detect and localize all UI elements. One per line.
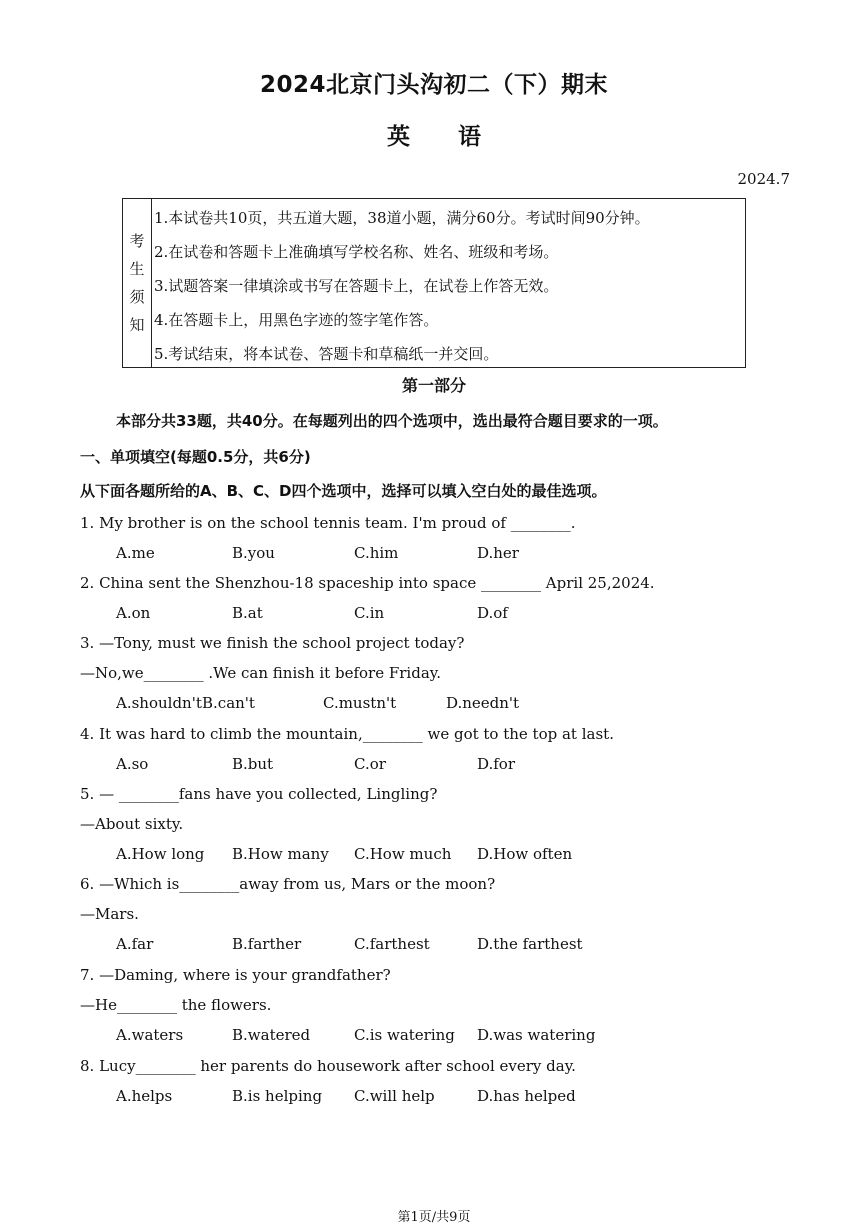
section-title: 一、单项填空(每题0.5分，共6分) (80, 448, 311, 466)
option-a: A.helps (116, 1087, 173, 1105)
option-c: C.will help (354, 1087, 435, 1105)
option-row (80, 1081, 800, 1111)
option-c: C.or (354, 755, 386, 773)
option-row (80, 598, 800, 628)
option-c: C.farthest (354, 935, 430, 953)
question-text: 4. It was hard to climb the mountain,________ we got to the top at last. (80, 725, 614, 743)
option-d: D.needn't (446, 694, 520, 712)
option-b: B.farther (232, 935, 302, 953)
option-b: B.you (232, 544, 275, 562)
question (80, 568, 800, 628)
option-d: D.the farthest (477, 935, 583, 953)
answer-line: —He________ the flowers. (80, 996, 272, 1014)
option-b: B.is helping (232, 1087, 323, 1105)
question (80, 1051, 800, 1111)
option-d: D.of (477, 604, 508, 622)
option-a: A.on (116, 604, 151, 622)
option-a: A.so (116, 755, 149, 773)
option-a: A.waters (116, 1026, 184, 1044)
option-d: D.How often (477, 845, 573, 863)
exam-subject: 英 语 (386, 124, 481, 150)
answer-line: —Mars. (80, 905, 139, 923)
notice-item: 3.试题答案一律填涂或书写在答题卡上，在试卷上作答无效。 (154, 277, 559, 295)
option-d: D.her (477, 544, 519, 562)
option-b: B.at (232, 604, 263, 622)
notice-item: 1.本试卷共10页，共五道大题，38道小题，满分60分。考试时间90分钟。 (154, 209, 650, 227)
exam-title: 2024北京门头沟初二（下）期末 (259, 72, 608, 98)
option-a: A.me (116, 544, 155, 562)
option-row (80, 538, 800, 568)
option-c: C.mustn't (323, 694, 397, 712)
option-row (80, 749, 800, 779)
question-text: 3. —Tony, must we finish the school project today? (80, 634, 465, 652)
option-row (80, 839, 800, 869)
option-a: A.far (116, 935, 154, 953)
option-d: D.for (477, 755, 516, 773)
notice-item: 5.考试结束，将本试卷、答题卡和草稿纸一并交回。 (154, 345, 499, 363)
notice-side-label (123, 199, 152, 367)
option-row (80, 1020, 800, 1050)
section-instruction: 从下面各题所给的A、B、C、D四个选项中，选择可以填入空白处的最佳选项。 (80, 482, 607, 500)
option-row (80, 688, 800, 718)
option-c: C.is watering (354, 1026, 455, 1044)
part-title: 第一部分 (401, 376, 466, 395)
question (80, 869, 800, 959)
option-a: A.shouldn't (116, 694, 202, 712)
option-d: D.was watering (477, 1026, 596, 1044)
notice-side-char: 生 (129, 260, 145, 278)
option-c: C.in (354, 604, 385, 622)
question-text: 6. —Which is________away from us, Mars or the moon? (80, 875, 496, 893)
notice-side-char: 知 (129, 316, 145, 334)
option-b: B.can't (202, 694, 255, 712)
option-b: B.How many (232, 845, 329, 863)
question (80, 960, 800, 1050)
part-intro: 本部分共33题，共40分。在每题列出的四个选项中，选出最符合题目要求的一项。 (116, 412, 668, 430)
notice-list (152, 199, 745, 367)
option-c: C.him (354, 544, 399, 562)
answer-line: —No,we________ .We can finish it before Friday. (80, 664, 442, 682)
question-text: 1. My brother is on the school tennis team. I'm proud of ________. (80, 514, 576, 532)
option-row (80, 929, 800, 959)
question-text: 8. Lucy________ her parents do housework after school every day. (80, 1057, 576, 1075)
question (80, 508, 800, 568)
question (80, 779, 800, 869)
answer-line: —About sixty. (80, 815, 184, 833)
notice-item: 4.在答题卡上，用黑色字迹的签字笔作答。 (154, 311, 439, 329)
exam-date: 2024.7 (737, 170, 790, 188)
option-b: B.watered (232, 1026, 311, 1044)
question (80, 719, 800, 779)
notice-side-char: 须 (129, 288, 145, 306)
question-text: 2. China sent the Shenzhou-18 spaceship into space ________ April 25,2024. (80, 574, 655, 592)
option-d: D.has helped (477, 1087, 576, 1105)
question (80, 628, 800, 718)
option-a: A.How long (116, 845, 205, 863)
candidate-notice-box (122, 198, 746, 368)
option-b: B.but (232, 755, 274, 773)
question-text: 7. —Daming, where is your grandfather? (80, 966, 391, 984)
option-c: C.How much (354, 845, 452, 863)
page-footer: 第1页/共9页 (397, 1210, 471, 1225)
notice-side-char: 考 (129, 232, 145, 250)
question-text: 5. — ________fans have you collected, Lingling? (80, 785, 438, 803)
notice-item: 2.在试卷和答题卡上准确填写学校名称、姓名、班级和考场。 (154, 243, 559, 261)
